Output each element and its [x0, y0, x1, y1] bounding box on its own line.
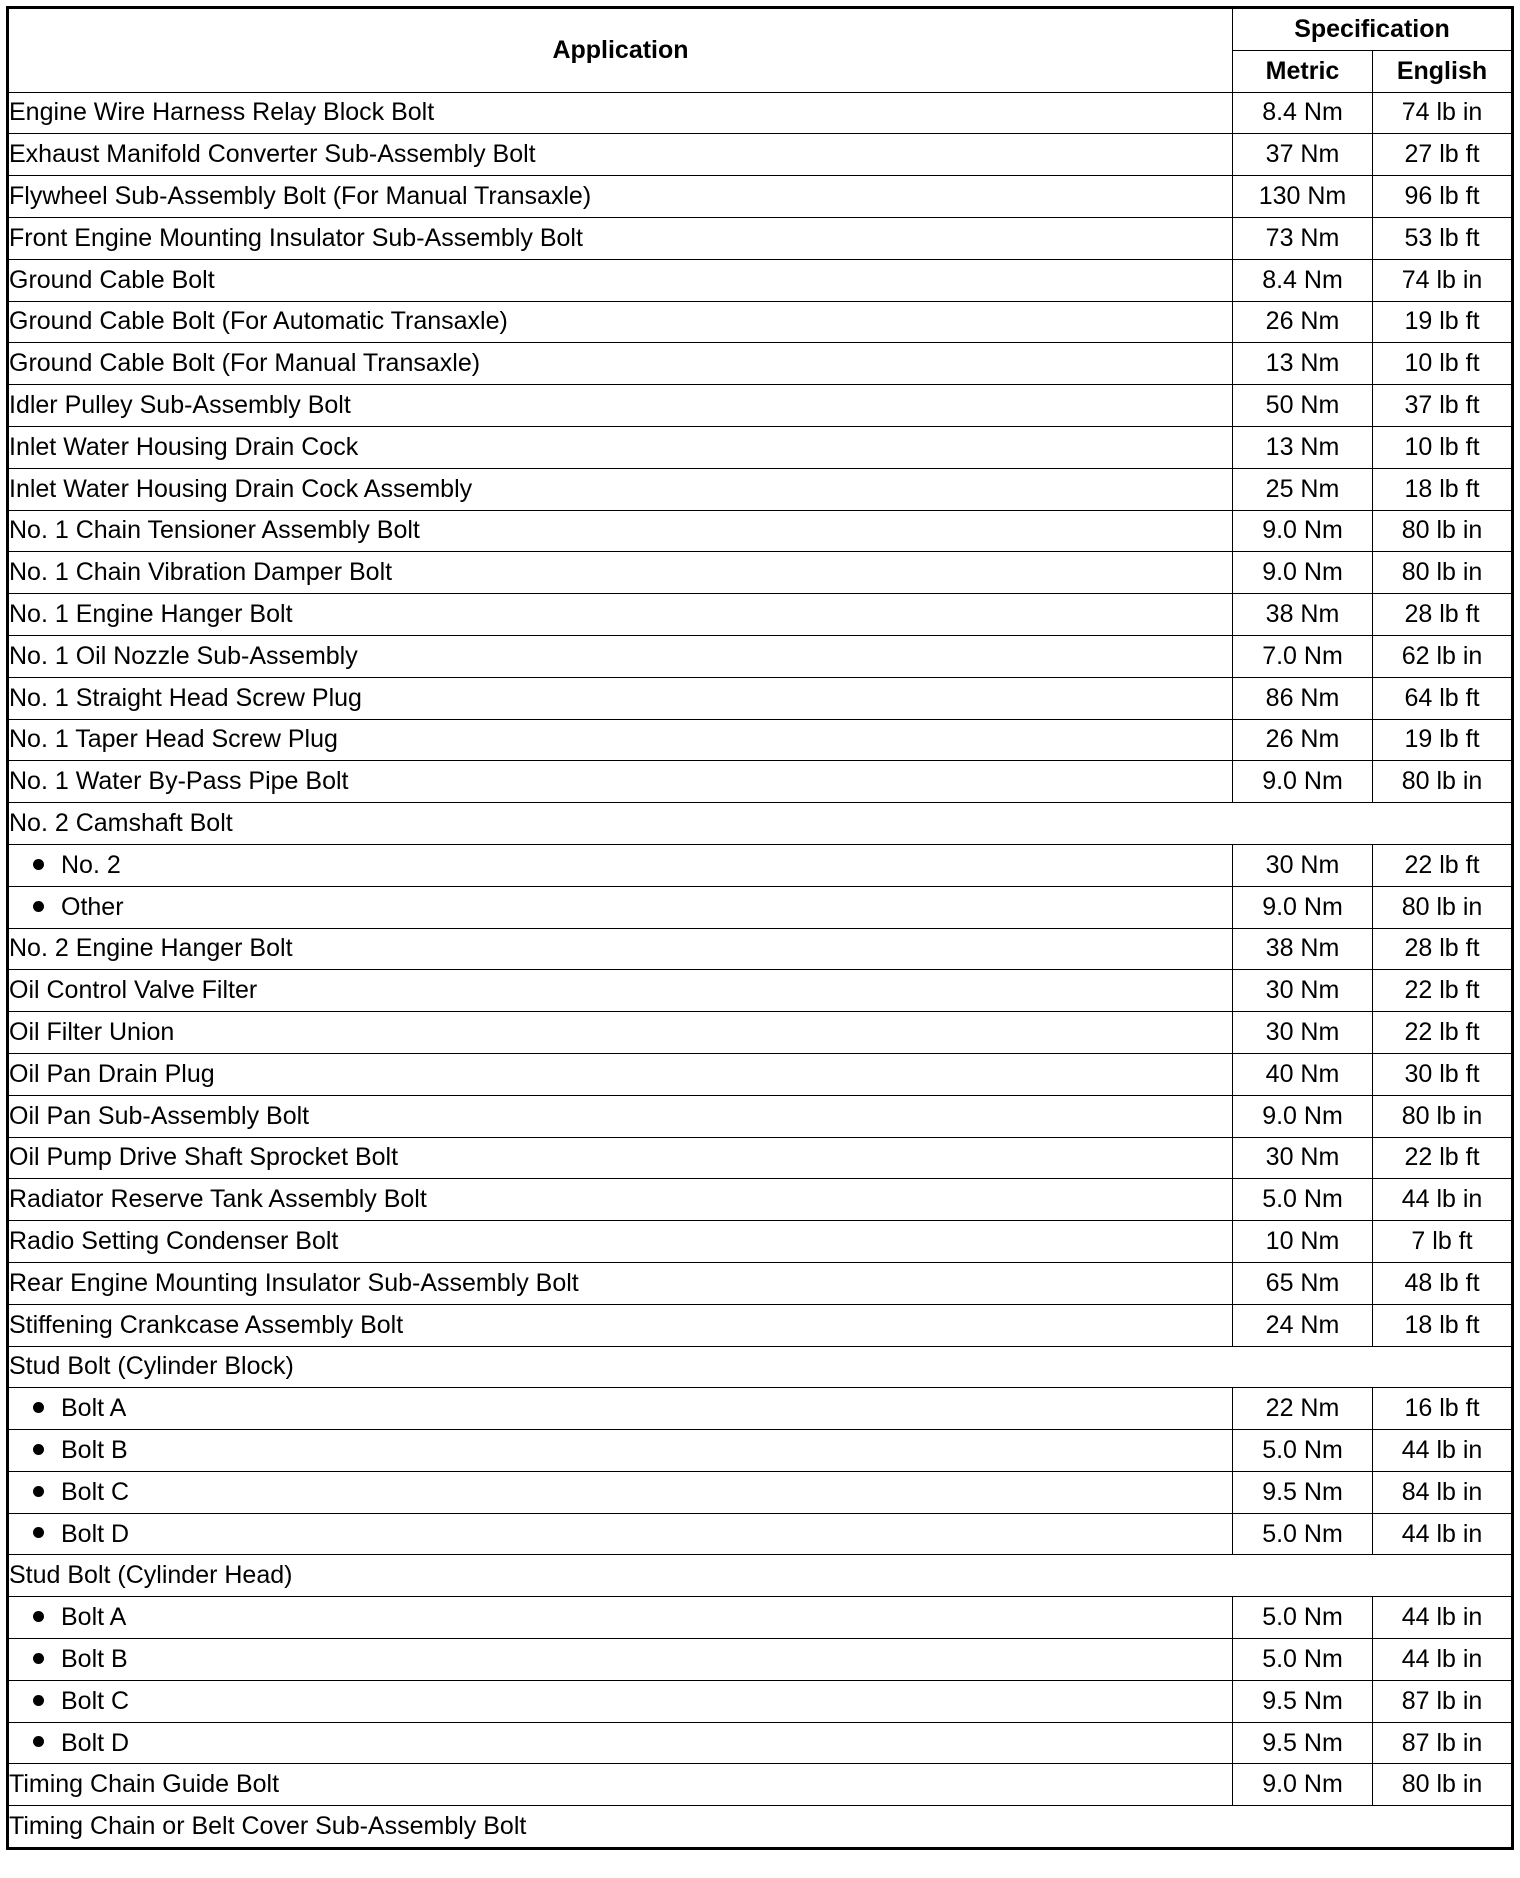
- application-label: Radio Setting Condenser Bolt: [9, 1227, 339, 1255]
- table-sub-row: [8, 886, 1513, 928]
- table-row: [8, 176, 1513, 218]
- table-row: [8, 1137, 1513, 1179]
- application-cell: [8, 176, 1233, 218]
- english-value: 18 lb ft: [1373, 468, 1513, 510]
- bullet-icon: [33, 1736, 44, 1747]
- application-label: No. 1 Engine Hanger Bolt: [9, 600, 293, 629]
- english-value: 44 lb in: [1373, 1639, 1513, 1681]
- metric-value: 13 Nm: [1233, 343, 1373, 385]
- application-cell: [8, 1346, 1513, 1388]
- application-label: No. 1 Straight Head Screw Plug: [9, 683, 362, 712]
- application-label: Bolt B: [61, 1644, 128, 1673]
- application-label: Inlet Water Housing Drain Cock: [9, 432, 359, 461]
- english-value: 37 lb ft: [1373, 385, 1513, 427]
- table-row: [8, 134, 1513, 176]
- application-label: No. 2: [61, 850, 121, 879]
- application-cell: [8, 217, 1233, 259]
- table-row: [8, 343, 1513, 385]
- table-row: [8, 970, 1513, 1012]
- english-value: 80 lb in: [1373, 1764, 1513, 1806]
- table-sub-row: [8, 1597, 1513, 1639]
- metric-value: 9.0 Nm: [1233, 886, 1373, 928]
- application-label: Exhaust Manifold Converter Sub-Assembly Bolt: [9, 140, 536, 169]
- application-label: Oil Filter Union: [9, 1018, 175, 1047]
- metric-value: 25 Nm: [1233, 468, 1373, 510]
- application-cell: [8, 1095, 1233, 1137]
- application-cell: [8, 343, 1233, 385]
- metric-value: 7.0 Nm: [1233, 635, 1373, 677]
- metric-column-header: Metric: [1233, 50, 1373, 92]
- metric-value: 37 Nm: [1233, 134, 1373, 176]
- table-sub-row: [8, 1513, 1513, 1555]
- application-label: Idler Pulley Sub-Assembly Bolt: [9, 391, 351, 420]
- metric-value: 22 Nm: [1233, 1388, 1373, 1430]
- application-cell: [8, 844, 1233, 886]
- bullet-icon: [33, 1486, 44, 1497]
- application-cell: [8, 1012, 1233, 1054]
- bullet-icon: [33, 859, 44, 870]
- metric-value: 40 Nm: [1233, 1053, 1373, 1095]
- metric-value: 26 Nm: [1233, 301, 1373, 343]
- table-sub-row: [8, 1722, 1513, 1764]
- application-cell: [8, 1137, 1233, 1179]
- application-cell: [8, 1639, 1233, 1681]
- metric-value: 50 Nm: [1233, 385, 1373, 427]
- bullet-icon: [33, 1402, 44, 1413]
- metric-value: 38 Nm: [1233, 928, 1373, 970]
- table-row: [8, 385, 1513, 427]
- english-value: 74 lb in: [1373, 259, 1513, 301]
- application-cell: [8, 1513, 1233, 1555]
- table-row: [8, 1095, 1513, 1137]
- bullet-icon: [33, 1695, 44, 1706]
- application-label: No. 1 Chain Tensioner Assembly Bolt: [9, 516, 420, 545]
- application-cell: [8, 1555, 1513, 1597]
- application-cell: [8, 1388, 1233, 1430]
- application-label: No. 1 Oil Nozzle Sub-Assembly: [9, 641, 358, 670]
- table-row: [8, 719, 1513, 761]
- application-cell: [8, 1430, 1233, 1472]
- application-cell: [8, 719, 1233, 761]
- application-label: Ground Cable Bolt (For Automatic Transaxle): [9, 307, 508, 336]
- table-group-row: [8, 1555, 1513, 1597]
- table-row: [8, 301, 1513, 343]
- table-row: [8, 259, 1513, 301]
- table-row: [8, 1764, 1513, 1806]
- application-label: No. 2 Camshaft Bolt: [9, 809, 233, 838]
- application-label: Oil Pan Drain Plug: [9, 1059, 215, 1088]
- metric-value: 9.0 Nm: [1233, 1764, 1373, 1806]
- metric-value: 30 Nm: [1233, 844, 1373, 886]
- torque-spec-page: [6, 6, 1511, 1872]
- application-label: Bolt A: [61, 1394, 127, 1423]
- application-cell: [8, 1179, 1233, 1221]
- application-cell: [8, 1262, 1233, 1304]
- table-row: [8, 1179, 1513, 1221]
- application-label: Stiffening Crankcase Assembly Bolt: [9, 1310, 404, 1339]
- specification-column-header: Specification: [1233, 8, 1513, 51]
- application-label: Bolt B: [61, 1435, 128, 1464]
- application-label: Stud Bolt (Cylinder Block): [9, 1352, 294, 1381]
- table-row: [8, 1262, 1513, 1304]
- application-cell: [8, 1722, 1233, 1764]
- application-label: No. 1 Chain Vibration Damper Bolt: [9, 558, 393, 587]
- application-label: Bolt C: [61, 1686, 130, 1715]
- metric-value: 26 Nm: [1233, 719, 1373, 761]
- application-label: Timing Chain or Belt Cover Sub-Assembly Bolt: [9, 1812, 527, 1841]
- metric-value: 8.4 Nm: [1233, 259, 1373, 301]
- application-cell: [8, 1680, 1233, 1722]
- bullet-icon: [33, 901, 44, 912]
- application-cell: [8, 259, 1233, 301]
- english-value: 44 lb in: [1373, 1597, 1513, 1639]
- english-value: 28 lb ft: [1373, 928, 1513, 970]
- application-cell: [8, 1471, 1233, 1513]
- metric-value: 5.0 Nm: [1233, 1639, 1373, 1681]
- metric-value: 38 Nm: [1233, 594, 1373, 636]
- application-cell: [8, 1806, 1513, 1849]
- metric-value: 30 Nm: [1233, 1012, 1373, 1054]
- metric-value: 65 Nm: [1233, 1262, 1373, 1304]
- application-cell: [8, 1597, 1233, 1639]
- english-value: 44 lb in: [1373, 1513, 1513, 1555]
- metric-value: 86 Nm: [1233, 677, 1373, 719]
- table-row: [8, 1304, 1513, 1346]
- metric-value: 5.0 Nm: [1233, 1179, 1373, 1221]
- application-label: No. 2 Engine Hanger Bolt: [9, 934, 293, 963]
- application-label: Bolt C: [61, 1477, 130, 1506]
- english-value: 80 lb in: [1373, 1095, 1513, 1137]
- table-row: [8, 761, 1513, 803]
- table-row: [8, 552, 1513, 594]
- application-cell: [8, 803, 1513, 845]
- english-value: 7 lb ft: [1373, 1221, 1513, 1263]
- application-cell: [8, 970, 1233, 1012]
- application-cell: [8, 510, 1233, 552]
- torque-spec-table: [6, 6, 1514, 1850]
- english-value: 80 lb in: [1373, 552, 1513, 594]
- english-value: 27 lb ft: [1373, 134, 1513, 176]
- table-row: [8, 426, 1513, 468]
- application-column-header: Application: [8, 8, 1233, 93]
- metric-value: 13 Nm: [1233, 426, 1373, 468]
- table-group-row: [8, 1806, 1513, 1849]
- english-value: 74 lb in: [1373, 92, 1513, 134]
- english-value: 48 lb ft: [1373, 1262, 1513, 1304]
- application-cell: [8, 677, 1233, 719]
- table-row: [8, 677, 1513, 719]
- application-label: Bolt A: [61, 1603, 127, 1632]
- table-row: [8, 217, 1513, 259]
- english-value: 87 lb in: [1373, 1680, 1513, 1722]
- application-cell: [8, 594, 1233, 636]
- english-value: 22 lb ft: [1373, 970, 1513, 1012]
- application-label: Timing Chain Guide Bolt: [9, 1770, 280, 1799]
- application-label: No. 1 Water By-Pass Pipe Bolt: [9, 767, 349, 796]
- bullet-icon: [33, 1527, 44, 1538]
- application-label: No. 1 Taper Head Screw Plug: [9, 725, 338, 754]
- application-cell: [8, 1304, 1233, 1346]
- english-column-header: English: [1373, 50, 1513, 92]
- application-cell: [8, 92, 1233, 134]
- metric-value: 9.0 Nm: [1233, 510, 1373, 552]
- bullet-icon: [33, 1444, 44, 1455]
- application-label: Rear Engine Mounting Insulator Sub-Assembly Bolt: [9, 1268, 579, 1297]
- english-value: 80 lb in: [1373, 886, 1513, 928]
- english-value: 62 lb in: [1373, 635, 1513, 677]
- application-cell: [8, 468, 1233, 510]
- table-sub-row: [8, 1471, 1513, 1513]
- english-value: 44 lb in: [1373, 1430, 1513, 1472]
- table-row: [8, 92, 1513, 134]
- english-value: 19 lb ft: [1373, 301, 1513, 343]
- metric-value: 30 Nm: [1233, 970, 1373, 1012]
- application-label: Oil Control Valve Filter: [9, 976, 258, 1005]
- application-cell: [8, 385, 1233, 427]
- english-value: 22 lb ft: [1373, 1137, 1513, 1179]
- table-row: [8, 1053, 1513, 1095]
- application-label: Oil Pump Drive Shaft Sprocket Bolt: [9, 1143, 399, 1172]
- application-cell: [8, 886, 1233, 928]
- application-label: Bolt D: [61, 1519, 130, 1548]
- english-value: 10 lb ft: [1373, 426, 1513, 468]
- english-value: 44 lb in: [1373, 1179, 1513, 1221]
- english-value: 80 lb in: [1373, 510, 1513, 552]
- application-label: Engine Wire Harness Relay Block Bolt: [9, 98, 435, 127]
- metric-value: 30 Nm: [1233, 1137, 1373, 1179]
- metric-value: 9.5 Nm: [1233, 1680, 1373, 1722]
- metric-value: 8.4 Nm: [1233, 92, 1373, 134]
- table-row: [8, 1012, 1513, 1054]
- application-cell: [8, 426, 1233, 468]
- application-label: Bolt D: [61, 1728, 130, 1757]
- english-value: 53 lb ft: [1373, 217, 1513, 259]
- english-value: 87 lb in: [1373, 1722, 1513, 1764]
- metric-value: 24 Nm: [1233, 1304, 1373, 1346]
- table-row: [8, 594, 1513, 636]
- table-header: [8, 8, 1513, 93]
- application-cell: [8, 928, 1233, 970]
- application-label: Ground Cable Bolt (For Manual Transaxle): [9, 349, 481, 378]
- application-label: Flywheel Sub-Assembly Bolt (For Manual Transaxle): [9, 182, 592, 211]
- bullet-icon: [33, 1653, 44, 1664]
- table-row: [8, 635, 1513, 677]
- metric-value: 9.0 Nm: [1233, 761, 1373, 803]
- metric-value: 5.0 Nm: [1233, 1513, 1373, 1555]
- application-cell: [8, 552, 1233, 594]
- table-group-row: [8, 803, 1513, 845]
- english-value: 96 lb ft: [1373, 176, 1513, 218]
- metric-value: 9.0 Nm: [1233, 552, 1373, 594]
- table-sub-row: [8, 1680, 1513, 1722]
- metric-value: 9.5 Nm: [1233, 1722, 1373, 1764]
- application-cell: [8, 301, 1233, 343]
- application-label: Ground Cable Bolt: [9, 265, 215, 294]
- metric-value: 9.5 Nm: [1233, 1471, 1373, 1513]
- metric-value: 73 Nm: [1233, 217, 1373, 259]
- application-label: Stud Bolt (Cylinder Head): [9, 1561, 293, 1590]
- table-row: [8, 510, 1513, 552]
- english-value: 30 lb ft: [1373, 1053, 1513, 1095]
- table-body: [8, 92, 1513, 1848]
- metric-value: 130 Nm: [1233, 176, 1373, 218]
- english-value: 64 lb ft: [1373, 677, 1513, 719]
- table-row: [8, 1221, 1513, 1263]
- english-value: 18 lb ft: [1373, 1304, 1513, 1346]
- table-sub-row: [8, 844, 1513, 886]
- application-cell: [8, 1221, 1233, 1263]
- metric-value: 5.0 Nm: [1233, 1597, 1373, 1639]
- table-sub-row: [8, 1388, 1513, 1430]
- application-label: Radiator Reserve Tank Assembly Bolt: [9, 1185, 427, 1214]
- application-cell: [8, 134, 1233, 176]
- table-sub-row: [8, 1639, 1513, 1681]
- application-cell: [8, 1764, 1233, 1806]
- english-value: 16 lb ft: [1373, 1388, 1513, 1430]
- table-row: [8, 928, 1513, 970]
- english-value: 80 lb in: [1373, 761, 1513, 803]
- bullet-icon: [33, 1611, 44, 1622]
- table-row: [8, 468, 1513, 510]
- english-value: 10 lb ft: [1373, 343, 1513, 385]
- application-label: Other: [61, 892, 124, 921]
- application-cell: [8, 1053, 1233, 1095]
- metric-value: 5.0 Nm: [1233, 1430, 1373, 1472]
- application-label: Oil Pan Sub-Assembly Bolt: [9, 1101, 310, 1130]
- application-label: Inlet Water Housing Drain Cock Assembly: [9, 474, 473, 503]
- english-value: 28 lb ft: [1373, 594, 1513, 636]
- metric-value: 10 Nm: [1233, 1221, 1373, 1263]
- application-cell: [8, 635, 1233, 677]
- application-cell: [8, 761, 1233, 803]
- english-value: 84 lb in: [1373, 1471, 1513, 1513]
- english-value: 19 lb ft: [1373, 719, 1513, 761]
- english-value: 22 lb ft: [1373, 844, 1513, 886]
- table-sub-row: [8, 1430, 1513, 1472]
- application-label: Front Engine Mounting Insulator Sub-Assembly Bolt: [9, 223, 583, 252]
- table-group-row: [8, 1346, 1513, 1388]
- english-value: 22 lb ft: [1373, 1012, 1513, 1054]
- metric-value: 9.0 Nm: [1233, 1095, 1373, 1137]
